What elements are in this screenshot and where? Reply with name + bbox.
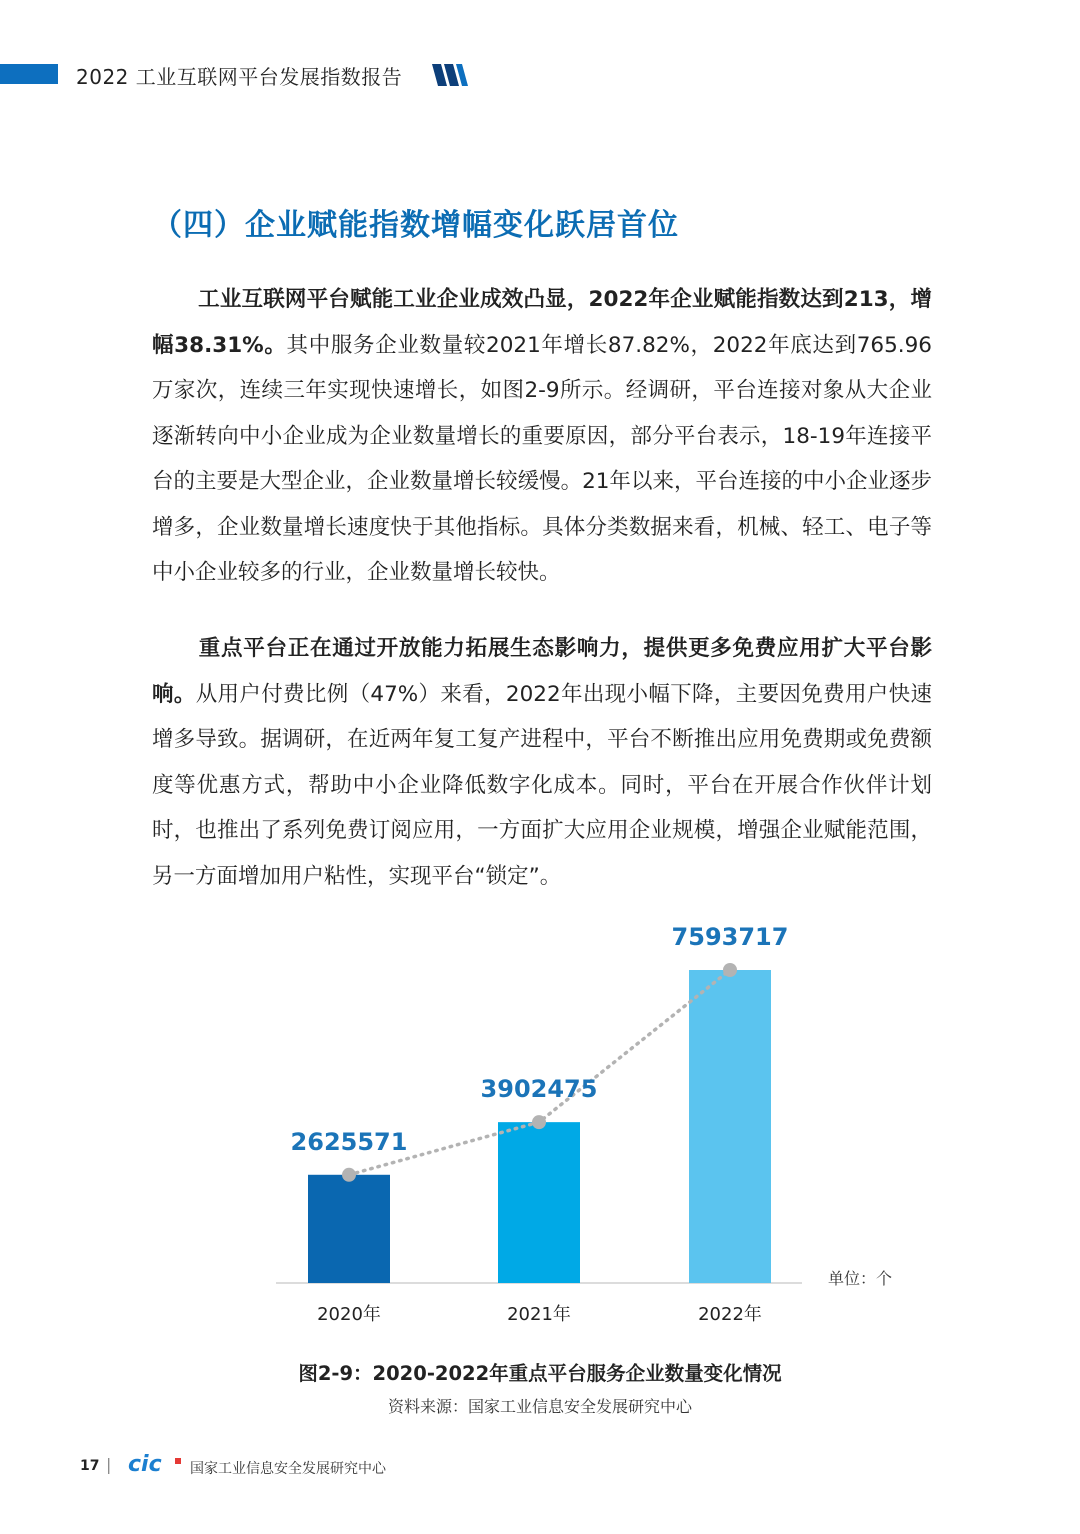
- bar-2021年: [498, 1122, 580, 1283]
- trend-point: [342, 1168, 356, 1182]
- trend-point: [723, 963, 737, 977]
- unit-label: 单位：个: [828, 1269, 893, 1288]
- footer-separator: |: [106, 1455, 112, 1474]
- figure-caption-source: 资料来源：国家工业信息安全发展研究中心: [387, 1397, 692, 1416]
- bar-value-label: 3902475: [480, 1075, 598, 1104]
- svg-text:cic: cic: [128, 1452, 162, 1474]
- paragraph-body: 其中服务企业数量较2021年增长87.82%，2022年底达到765.96万家次，连续三年实现快速增长，如图2-9所示。经调研，平台连接对象从大企业逐渐转向中小企业成为企业数量增长的重要原因，部分平台表示，18-19年连接平台的主要是大型企业，企业数量增长较缓慢。21年以来，平台连接的中小企业逐步增多，企业数量增长速度快于其他指标。具体分类数据来看，机械、轻工、电子等中小企业较多的行业，企业数量增长较快。: [152, 332, 932, 585]
- cic-logo-icon: [128, 1452, 182, 1474]
- figure-caption-title: 图2-9：2020-2022年重点平台服务企业数量变化情况: [298, 1362, 782, 1385]
- bar-2022年: [689, 970, 771, 1283]
- trend-point: [532, 1115, 546, 1129]
- paragraph-body: 从用户付费比例（47%）来看，2022年出现小幅下降，主要因免费用户快速增多导致。据调研，在近两年复工复产进程中，平台不断推出应用免费期或免费额度等优惠方式，帮助中小企业降低数字化成本。同时，平台在开展合作伙伴计划时，也推出了系列免费订阅应用，一方面扩大应用企业规模，增强企业赋能范围，另一方面增加用户粘性，实现平台“锁定”。: [152, 681, 932, 889]
- x-tick-label: 2021年: [507, 1304, 571, 1325]
- footer-organization: 国家工业信息安全发展研究中心: [190, 1461, 386, 1477]
- page-number: 17: [80, 1458, 100, 1474]
- paragraph-lead: 重点平台正在通过开放能力拓展生态影响力，提供更多免费应用扩大平台影响。: [152, 636, 932, 707]
- report-header-title: 2022 工业互联网平台发展指数报告: [76, 65, 403, 89]
- section-title: （四）企业赋能指数增幅变化跃居首位: [152, 208, 679, 243]
- bar-2020年: [308, 1175, 390, 1283]
- bar-value-label: 7593717: [671, 923, 789, 951]
- x-tick-label: 2020年: [317, 1304, 381, 1325]
- x-tick-label: 2022年: [698, 1304, 762, 1325]
- paragraph-lead: 工业互联网平台赋能工业企业成效凸显，2022年企业赋能指数达到213，增幅38.31%。: [152, 287, 932, 358]
- bar-value-label: 2625571: [290, 1127, 408, 1156]
